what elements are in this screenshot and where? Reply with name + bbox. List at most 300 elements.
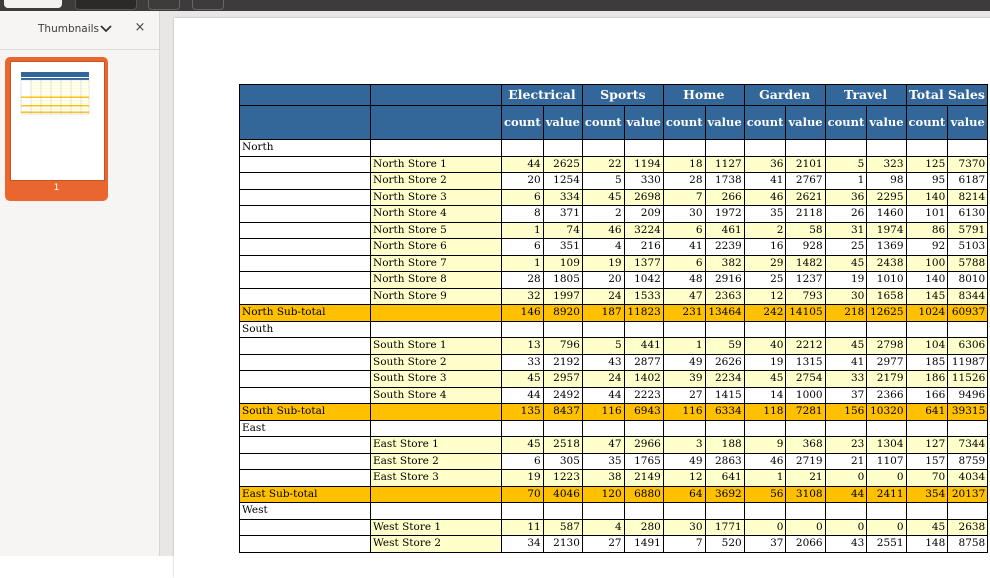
count-cell: 104 [906,338,948,355]
count-cell: 12 [744,288,786,305]
empty-cell [825,140,867,157]
subtotal-count-cell: 135 [502,404,544,421]
count-cell: 127 [906,437,948,454]
count-cell: 11 [502,519,544,536]
count-cell: 37 [744,536,786,553]
count-cell: 1 [663,338,705,355]
empty-cell [948,140,988,157]
empty-cell [240,437,371,454]
category-header: Garden [744,85,825,106]
store-name: North Store 5 [371,222,502,239]
store-name: West Store 2 [371,536,502,553]
empty-cell [240,387,371,404]
header-row-measures [240,106,988,140]
table-row [240,470,988,487]
count-cell: 157 [906,453,948,470]
value-cell: 2977 [867,354,906,371]
value-cell: 11987 [948,354,988,371]
table-row [240,536,988,553]
sidebar-header [0,11,159,50]
value-cell: 2363 [705,288,744,305]
empty-cell [624,140,663,157]
count-cell: 185 [906,354,948,371]
count-cell: 37 [825,387,867,404]
value-cell: 2130 [543,536,582,553]
count-cell: 12 [663,470,705,487]
empty-cell [240,156,371,173]
count-cell: 35 [582,453,624,470]
store-name: North Store 3 [371,189,502,206]
subtotal-row [240,486,988,503]
count-cell: 125 [906,156,948,173]
empty-cell [663,420,705,437]
count-cell: 4 [582,239,624,256]
table-row [240,437,988,454]
subtotal-row [240,404,988,421]
store-name: North Store 9 [371,288,502,305]
count-header: count [825,106,867,140]
value-header: value [705,106,744,140]
count-cell: 47 [582,437,624,454]
table-row [240,453,988,470]
subtotal-value-cell: 7281 [786,404,825,421]
count-cell: 40 [744,338,786,355]
value-cell: 2101 [786,156,825,173]
count-cell: 186 [906,371,948,388]
header-row-categories [240,85,988,106]
count-cell: 1 [825,173,867,190]
count-cell: 45 [825,338,867,355]
table-row [240,206,988,223]
region-row [240,321,988,338]
value-cell: 371 [543,206,582,223]
empty-cell [867,420,906,437]
empty-cell [624,321,663,338]
value-cell: 0 [786,519,825,536]
region-row [240,140,988,157]
subtotal-count-cell: 242 [744,305,786,322]
region-label: West [240,503,371,520]
empty-cell [240,453,371,470]
value-cell: 2518 [543,437,582,454]
category-header: Electrical [502,85,583,106]
empty-cell [825,420,867,437]
subtotal-count-cell: 231 [663,305,705,322]
empty-cell [502,321,544,338]
value-cell: 1237 [786,272,825,289]
value-cell: 1482 [786,255,825,272]
value-cell: 368 [786,437,825,454]
value-cell: 2957 [543,371,582,388]
empty-cell [543,321,582,338]
value-cell: 2118 [786,206,825,223]
count-cell: 44 [502,387,544,404]
count-cell: 41 [663,239,705,256]
count-cell: 86 [906,222,948,239]
value-cell: 7370 [948,156,988,173]
count-cell: 24 [582,371,624,388]
table-row [240,222,988,239]
value-cell: 461 [705,222,744,239]
value-cell: 2767 [786,173,825,190]
value-cell: 2149 [624,470,663,487]
value-cell: 3224 [624,222,663,239]
store-name: East Store 1 [371,437,502,454]
empty-cell [371,486,502,503]
value-cell: 1127 [705,156,744,173]
sales-table [239,84,988,553]
region-row [240,503,988,520]
count-cell: 45 [502,437,544,454]
subtotal-value-cell: 11823 [624,305,663,322]
count-cell: 33 [502,354,544,371]
value-cell: 2366 [867,387,906,404]
header-blank [371,85,502,106]
value-header: value [543,106,582,140]
count-header: count [502,106,544,140]
count-cell: 30 [825,288,867,305]
value-cell: 58 [786,222,825,239]
value-cell: 1369 [867,239,906,256]
value-cell: 1304 [867,437,906,454]
empty-cell [867,140,906,157]
value-cell: 2638 [948,519,988,536]
count-cell: 2 [744,222,786,239]
count-cell: 20 [502,173,544,190]
empty-cell [240,338,371,355]
count-cell: 3 [663,437,705,454]
page-thumbnail-selected[interactable] [5,57,108,201]
count-cell: 49 [663,354,705,371]
empty-cell [240,354,371,371]
count-cell: 6 [663,222,705,239]
subtotal-count-cell: 641 [906,404,948,421]
value-cell: 2239 [705,239,744,256]
value-cell: 2179 [867,371,906,388]
value-cell: 2626 [705,354,744,371]
count-cell: 25 [825,239,867,256]
empty-cell [240,536,371,553]
value-cell: 1972 [705,206,744,223]
count-cell: 5 [825,156,867,173]
value-cell: 641 [705,470,744,487]
value-cell: 4034 [948,470,988,487]
count-cell: 5 [582,338,624,355]
store-name: North Store 6 [371,239,502,256]
count-cell: 48 [663,272,705,289]
toolbar [0,0,990,11]
empty-cell [906,420,948,437]
store-name: South Store 4 [371,387,502,404]
value-cell: 1765 [624,453,663,470]
header-blank [240,106,371,140]
subtotal-value-cell: 2411 [867,486,906,503]
store-name: North Store 4 [371,206,502,223]
empty-cell [744,503,786,520]
empty-cell [786,503,825,520]
chevron-down-icon[interactable] [100,24,112,34]
count-cell: 43 [582,354,624,371]
value-cell: 1533 [624,288,663,305]
count-header: count [744,106,786,140]
value-cell: 587 [543,519,582,536]
empty-cell [906,140,948,157]
count-cell: 39 [663,371,705,388]
value-header: value [624,106,663,140]
thumbnail-mini-table [11,62,104,180]
subtotal-value-cell: 13464 [705,305,744,322]
count-cell: 26 [825,206,867,223]
count-cell: 30 [663,206,705,223]
thumbnails-sidebar [0,11,160,556]
empty-cell [371,404,502,421]
region-label: South [240,321,371,338]
empty-cell [663,140,705,157]
empty-cell [240,189,371,206]
value-cell: 2234 [705,371,744,388]
store-name: North Store 8 [371,272,502,289]
table-row [240,255,988,272]
subtotal-value-cell: 3692 [705,486,744,503]
value-header: value [948,106,988,140]
empty-cell [663,503,705,520]
category-header: Travel [825,85,906,106]
subtotal-count-cell: 116 [663,404,705,421]
subtotal-value-cell: 3108 [786,486,825,503]
value-cell: 305 [543,453,582,470]
value-cell: 2754 [786,371,825,388]
toolbar-button-left[interactable] [4,0,62,8]
empty-cell [744,140,786,157]
empty-cell [240,173,371,190]
count-cell: 44 [502,156,544,173]
value-cell: 2798 [867,338,906,355]
count-cell: 24 [582,288,624,305]
count-cell: 45 [906,519,948,536]
count-cell: 0 [744,519,786,536]
store-name: South Store 1 [371,338,502,355]
empty-cell [502,140,544,157]
empty-cell [240,255,371,272]
empty-cell [867,503,906,520]
store-name: North Store 2 [371,173,502,190]
value-cell: 5103 [948,239,988,256]
count-cell: 5 [582,173,624,190]
count-cell: 41 [744,173,786,190]
count-cell: 35 [744,206,786,223]
value-cell: 323 [867,156,906,173]
subtotal-count-cell: 218 [825,305,867,322]
value-cell: 9496 [948,387,988,404]
value-cell: 1805 [543,272,582,289]
document-view[interactable] [160,11,990,556]
subtotal-value-cell: 20137 [948,486,988,503]
value-cell: 2916 [705,272,744,289]
empty-cell [582,420,624,437]
value-cell: 8344 [948,288,988,305]
subtotal-count-cell: 1024 [906,305,948,322]
value-cell: 1107 [867,453,906,470]
empty-cell [705,321,744,338]
value-cell: 1194 [624,156,663,173]
value-cell: 1491 [624,536,663,553]
value-cell: 6306 [948,338,988,355]
value-cell: 0 [867,519,906,536]
count-cell: 36 [825,189,867,206]
empty-cell [624,420,663,437]
region-label: East [240,420,371,437]
count-cell: 19 [582,255,624,272]
empty-cell [906,503,948,520]
count-cell: 70 [906,470,948,487]
value-cell: 74 [543,222,582,239]
count-cell: 47 [663,288,705,305]
count-cell: 14 [744,387,786,404]
empty-cell [786,420,825,437]
count-cell: 1 [502,255,544,272]
count-cell: 45 [825,255,867,272]
value-cell: 2492 [543,387,582,404]
empty-cell [948,503,988,520]
value-cell: 1254 [543,173,582,190]
header-blank [371,106,502,140]
region-row [240,420,988,437]
subtotal-value-cell: 10320 [867,404,906,421]
value-cell: 8010 [948,272,988,289]
toolbar-button-middle[interactable] [75,0,137,10]
value-cell: 21 [786,470,825,487]
count-cell: 148 [906,536,948,553]
header-blank [240,85,371,106]
count-header: count [906,106,948,140]
count-cell: 2 [582,206,624,223]
count-cell: 38 [582,470,624,487]
close-icon[interactable]: × [134,20,146,35]
value-cell: 1010 [867,272,906,289]
count-cell: 13 [502,338,544,355]
empty-cell [582,140,624,157]
subtotal-count-cell: 187 [582,305,624,322]
subtotal-label: East Sub-total [240,486,371,503]
subtotal-count-cell: 44 [825,486,867,503]
value-cell: 11526 [948,371,988,388]
value-cell: 6130 [948,206,988,223]
count-cell: 140 [906,189,948,206]
value-cell: 1460 [867,206,906,223]
count-cell: 29 [744,255,786,272]
value-cell: 1974 [867,222,906,239]
count-cell: 21 [825,453,867,470]
count-cell: 6 [502,189,544,206]
count-cell: 19 [825,272,867,289]
count-cell: 19 [502,470,544,487]
value-cell: 280 [624,519,663,536]
toolbar-button-a[interactable] [148,0,180,10]
subtotal-label: North Sub-total [240,305,371,322]
empty-cell [705,503,744,520]
store-name: South Store 3 [371,371,502,388]
store-name: East Store 3 [371,470,502,487]
subtotal-count-cell: 64 [663,486,705,503]
store-name: North Store 7 [371,255,502,272]
sidebar-title[interactable]: Thumbnails [38,23,100,35]
empty-cell [948,321,988,338]
value-cell: 2295 [867,189,906,206]
value-cell: 2966 [624,437,663,454]
count-cell: 46 [744,189,786,206]
count-cell: 25 [744,272,786,289]
category-header: Sports [582,85,663,106]
count-cell: 28 [663,173,705,190]
count-cell: 7 [663,189,705,206]
value-cell: 7344 [948,437,988,454]
count-cell: 31 [825,222,867,239]
category-header: Home [663,85,744,106]
store-name: West Store 1 [371,519,502,536]
count-cell: 145 [906,288,948,305]
count-cell: 92 [906,239,948,256]
value-cell: 1738 [705,173,744,190]
empty-cell [786,321,825,338]
subtotal-value-cell: 12625 [867,305,906,322]
empty-cell [582,321,624,338]
count-cell: 43 [825,536,867,553]
value-cell: 2212 [786,338,825,355]
empty-cell [948,420,988,437]
value-cell: 2719 [786,453,825,470]
count-cell: 45 [582,189,624,206]
value-cell: 2223 [624,387,663,404]
empty-cell [240,519,371,536]
subtotal-value-cell: 6334 [705,404,744,421]
value-cell: 98 [867,173,906,190]
count-cell: 20 [582,272,624,289]
value-cell: 5788 [948,255,988,272]
count-cell: 9 [744,437,786,454]
subtotal-row [240,305,988,322]
subtotal-value-cell: 6943 [624,404,663,421]
count-cell: 6 [502,453,544,470]
value-cell: 1042 [624,272,663,289]
page-number-label: 1 [53,183,60,193]
count-cell: 7 [663,536,705,553]
value-cell: 796 [543,338,582,355]
empty-cell [240,239,371,256]
table-row [240,239,988,256]
value-cell: 109 [543,255,582,272]
count-cell: 23 [825,437,867,454]
toolbar-button-b[interactable] [192,0,224,10]
empty-cell [705,420,744,437]
count-cell: 45 [744,371,786,388]
value-cell: 59 [705,338,744,355]
empty-cell [502,503,544,520]
count-cell: 49 [663,453,705,470]
count-cell: 36 [744,156,786,173]
empty-cell [240,272,371,289]
subtotal-count-cell: 70 [502,486,544,503]
count-cell: 27 [663,387,705,404]
table-row [240,156,988,173]
table-row [240,173,988,190]
value-cell: 2192 [543,354,582,371]
value-cell: 2863 [705,453,744,470]
table-row [240,371,988,388]
empty-cell [371,321,502,338]
value-cell: 520 [705,536,744,553]
empty-cell [240,206,371,223]
region-label: North [240,140,371,157]
